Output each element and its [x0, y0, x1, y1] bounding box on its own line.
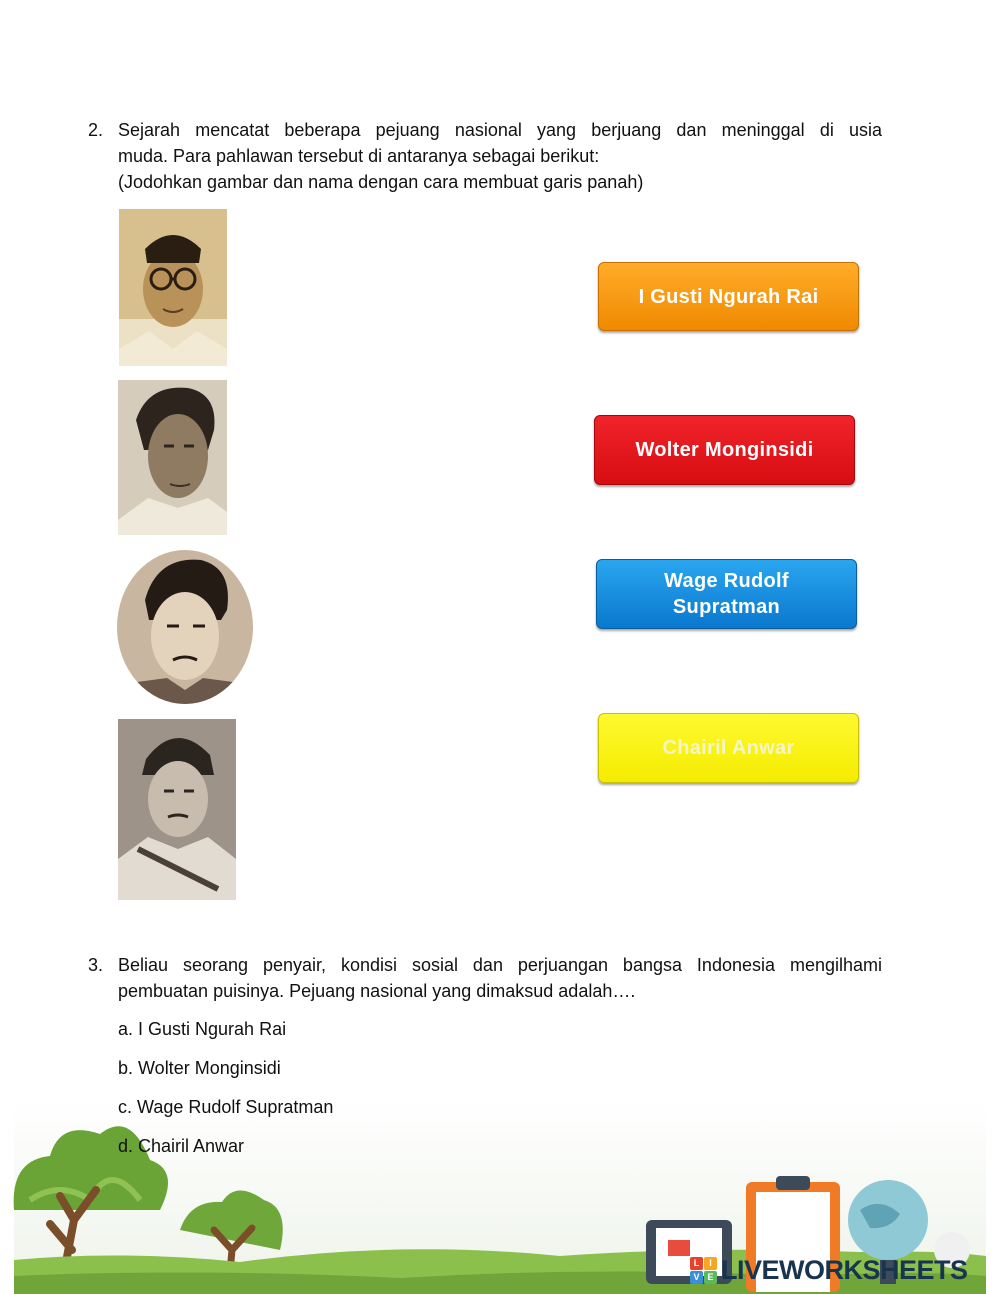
name-button-label: Wolter Monginsidi [635, 439, 814, 461]
answer-options [118, 1016, 882, 1172]
name-button-chairil-anwar[interactable] [598, 713, 859, 783]
name-button-label: Chairil Anwar [662, 737, 795, 759]
option-d[interactable]: d. Chairil Anwar [118, 1136, 245, 1156]
question-instruction: (Jodohkan gambar dan nama dengan cara membuat garis panah) [118, 172, 644, 192]
question-text-line-2: muda. Para pahlawan tersebut di antaranya sebagai berikut: [118, 146, 600, 166]
portrait-icon [117, 550, 253, 704]
liveworksheets-logo-icon: L I V E [690, 1257, 717, 1284]
question-number: 2. [88, 120, 104, 140]
portrait-icon [119, 209, 227, 366]
portrait-photo-1[interactable] [119, 209, 227, 366]
portrait-photo-3[interactable] [117, 550, 253, 704]
question-2 [88, 117, 882, 195]
name-button-wolter-monginsidi[interactable] [594, 415, 855, 485]
question-3 [88, 952, 882, 1172]
liveworksheets-brand[interactable] [690, 1253, 968, 1287]
name-button-wage-rudolf-supratman[interactable] [596, 559, 857, 629]
question-text-line-1: Sejarah mencatat beberapa pejuang nasional yang berjuang dan meninggal di usia [118, 120, 882, 140]
name-button-label: Wage Rudolf Supratman [664, 570, 789, 618]
option-b[interactable]: b. Wolter Monginsidi [118, 1058, 281, 1078]
question-number: 3. [88, 955, 104, 975]
portrait-photo-2[interactable] [118, 380, 227, 535]
portrait-icon [118, 380, 227, 535]
question-text-line-1: Beliau seorang penyair, kondisi sosial dan perjuangan bangsa Indonesia mengilhami [118, 955, 882, 975]
portrait-photo-4[interactable] [118, 719, 236, 900]
option-a[interactable]: a. I Gusti Ngurah Rai [118, 1019, 287, 1039]
name-button-i-gusti-ngurah-rai[interactable] [598, 262, 859, 331]
question-text-line-2: pembuatan puisinya. Pejuang nasional yang dimaksud adalah…. [118, 981, 636, 1001]
name-button-label: I Gusti Ngurah Rai [638, 285, 819, 308]
brand-wordmark: LIVEWORKSHEETS [721, 1254, 968, 1285]
option-c[interactable]: c. Wage Rudolf Supratman [118, 1097, 334, 1117]
portrait-icon [118, 719, 236, 900]
